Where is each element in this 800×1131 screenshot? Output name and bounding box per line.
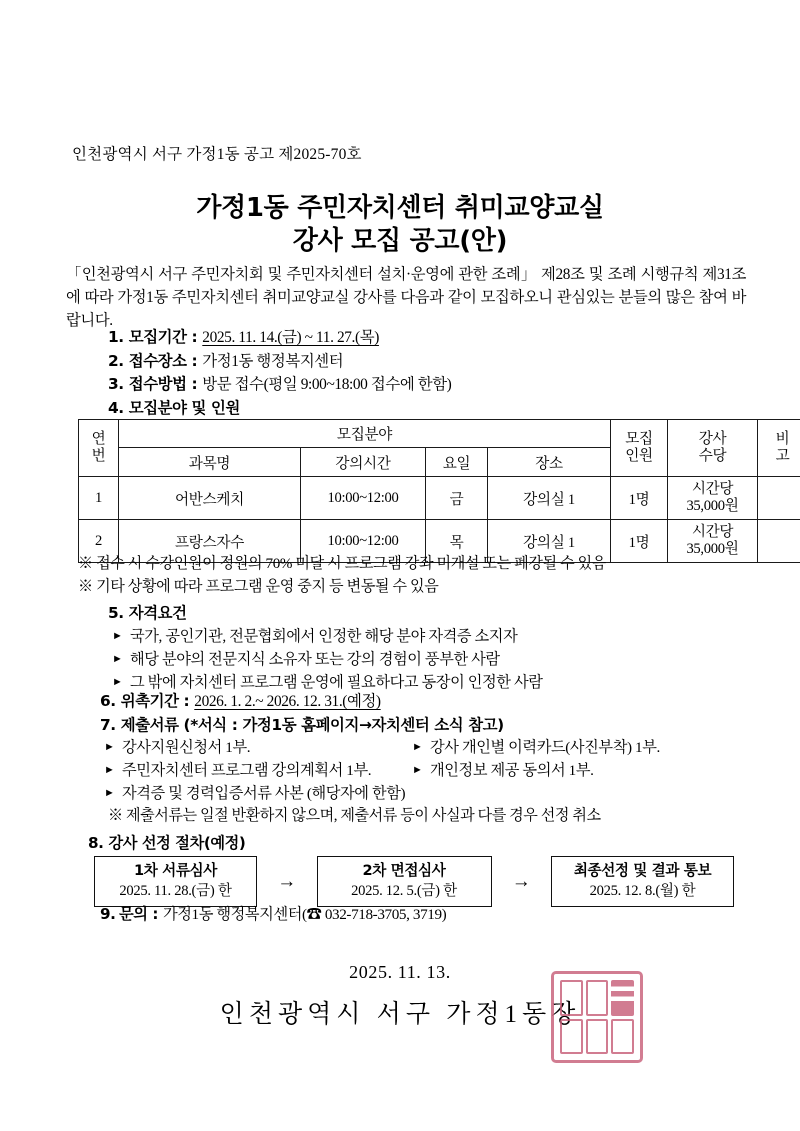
document-item: ► 강사지원신청서 1부. [100,736,250,759]
arrow-right-icon: → [277,871,297,892]
page-title [0,192,800,258]
table-row [79,477,800,520]
flow-step-date: 2025. 12. 5.(금) 한 [351,883,457,899]
item-number: 4. [108,398,124,417]
cell-subject: 프랑스자수 [119,520,301,563]
table-note: ※ 접수 시 수강인원이 정원의 70% 미달 시 프로그램 강좌 미개설 또는 폐강될 수 있음 [78,556,606,572]
section-8-heading: 8. 강사 선정 절차(예정) [88,834,246,852]
list-item-application-place [108,350,768,374]
cell-subject: 어반스케치 [119,477,301,520]
qualification-bullet: ► 해당 분야의 전문지식 소유자 또는 강의 경험이 풍부한 사람 [108,648,768,671]
table-note: ※ 기타 상황에 따라 프로그램 운영 중지 등 변동될 수 있음 [78,578,439,595]
item-label: 모집기간 : [128,328,203,346]
section-qualifications [108,602,768,694]
flow-step-date: 2025. 12. 8.(월) 한 [589,883,696,899]
documents-note: ※ 제출서류는 일절 반환하지 않으며, 제출서류 등이 사실과 다를 경우 선정 취소 [108,808,601,824]
section-period-and-documents [100,690,780,828]
cell-note [758,477,800,520]
title-line-1: 가정1동 주민자치센터 취미교양교실 [196,193,604,223]
document-item: ► 주민자치센터 프로그램 강의계획서 1부. [100,759,371,782]
issue-date: 2025. 11. 13. [349,962,451,982]
item-number: 2. [108,351,124,370]
flow-step-date: 2025. 11. 28.(금) 한 [119,883,232,899]
intro-paragraph: 「인천광역시 서구 주민자치회 및 주민자치센터 설치·운영에 관한 조례」 제28조 및 조례 시행규칙 제31조에 따라 가정1동 주민자치센터 취미교양교실 강사를 다음과 같이 모집하오니 관심있는 분들의 많은 참여 바랍니다. [66,266,746,329]
cell-note [758,520,800,563]
appointment-period-value: 2026. 1. 2.~ 2026. 12. 31.(예정) [194,693,381,710]
triangle-bullet-icon: ► [104,787,115,799]
column-header-subject: 과목명 [119,448,301,477]
telephone-icon: ☎ [306,906,322,923]
seal-glyph [560,1019,583,1055]
flow-step-3 [551,856,734,907]
item-number: 1. [108,328,124,346]
seal-glyph [586,980,609,1016]
document-row [100,759,760,782]
list-item-fields-and-headcount [108,397,768,420]
cell-count: 1명 [611,477,668,520]
recruitment-summary-list [108,326,768,419]
recruitment-table [78,419,800,563]
flow-step-2 [317,856,492,907]
cell-pay: 시간당 35,000원 [668,520,758,563]
flow-step-name: 최종선정 및 결과 통보 [573,862,712,879]
qualification-bullet: ► 그 밖에 자치센터 프로그램 운영에 필요하다고 동장이 인정한 사람 [108,671,768,694]
seal-glyph [611,980,634,1016]
cell-pay: 시간당 35,000원 [668,477,758,520]
cell-seq: 2 [79,520,119,563]
seal-glyph-grid [560,980,634,1054]
triangle-bullet-icon: ► [412,741,423,753]
column-header-field-group: 모집분야 [119,420,611,448]
triangle-bullet-icon: ► [112,675,123,688]
column-header-place: 장소 [488,448,611,477]
column-header-pay: 강사 수당 [668,420,758,477]
column-header-note: 비 고 [758,420,800,477]
document-item: ► 개인정보 제공 동의서 1부. [408,759,594,782]
column-header-time: 강의시간 [301,448,426,477]
flow-step-1 [94,856,257,907]
selection-process-flow [94,856,734,907]
seal-glyph [560,980,583,1016]
list-item-application-method [108,373,768,397]
triangle-bullet-icon: ► [104,741,115,753]
cell-place: 강의실 1 [488,477,611,520]
document-item: ► 자격증 및 경력입증서류 사본 (해당자에 한함) [100,782,405,805]
item-value: 방문 접수(평일 9:00~18:00 접수에 한함) [202,376,452,393]
section-9-contact: 9. 문의 : 가정1동 행정복지센터(☎ 032-718-3705, 3719) [100,905,447,923]
cell-place: 강의실 1 [488,520,611,563]
arrow-right-icon: → [511,871,531,892]
item-label: 모집분야 및 인원 [128,398,240,417]
section-7-heading: 7. 제출서류 (*서식 : 가정1동 홈페이지→자치센터 소식 참고) [100,715,504,734]
item-value: 가정1동 행정복지센터 [202,352,344,370]
document-row [100,782,760,805]
item-label: 접수방법 : [128,375,203,393]
contact-phone: 032-718-3705, 3719) [321,906,447,923]
seal-glyph [586,1019,609,1055]
triangle-bullet-icon: ► [104,764,115,776]
contact-office: 가정1동 행정복지센터( [162,906,307,923]
recruitment-table-wrapper [78,419,790,563]
cell-count: 1명 [611,520,668,563]
document-item: ► 강사 개인별 이력카드(사진부착) 1부. [408,736,660,759]
document-number: 인천광역시 서구 가정1동 공고 제2025-70호 [72,146,362,163]
section-5-heading: 5. 자격요건 [108,604,187,622]
item-value: 2025. 11. 14.(금) ~ 11. 27.(목) [202,329,379,346]
column-header-count: 모집 인원 [611,420,668,477]
cell-day: 목 [426,520,488,563]
title-line-2: 강사 모집 공고(안) [292,226,508,256]
section-6-appointment-period: 6. 위촉기간 : 2026. 1. 2.~ 2026. 12. 31.(예정) [100,692,381,710]
item-label: 접수장소 : [128,351,203,370]
triangle-bullet-icon: ► [112,629,123,642]
official-seal [551,971,643,1063]
table-header-row-1 [79,420,800,448]
required-documents-list [100,736,760,828]
item-number: 3. [108,375,124,393]
column-header-seq: 연 번 [79,420,119,477]
cell-time: 10:00~12:00 [301,520,426,563]
flow-step-name: 1차 서류심사 [134,862,217,879]
seal-glyph [611,1019,634,1055]
table-notes [78,553,758,598]
cell-day: 금 [426,477,488,520]
triangle-bullet-icon: ► [112,652,123,665]
list-item-recruitment-period [108,326,768,350]
flow-step-name: 2차 면접심사 [362,862,446,879]
cell-time: 10:00~12:00 [301,477,426,520]
column-header-day: 요일 [426,448,488,477]
qualification-bullet: ► 국가, 공인기관, 전문협회에서 인정한 해당 분야 자격증 소지자 [108,625,768,648]
issuing-authority: 인천광역시 서구 가정1동장 [219,1001,581,1028]
cell-seq: 1 [79,477,119,520]
document-row [100,736,760,759]
triangle-bullet-icon: ► [412,764,423,776]
